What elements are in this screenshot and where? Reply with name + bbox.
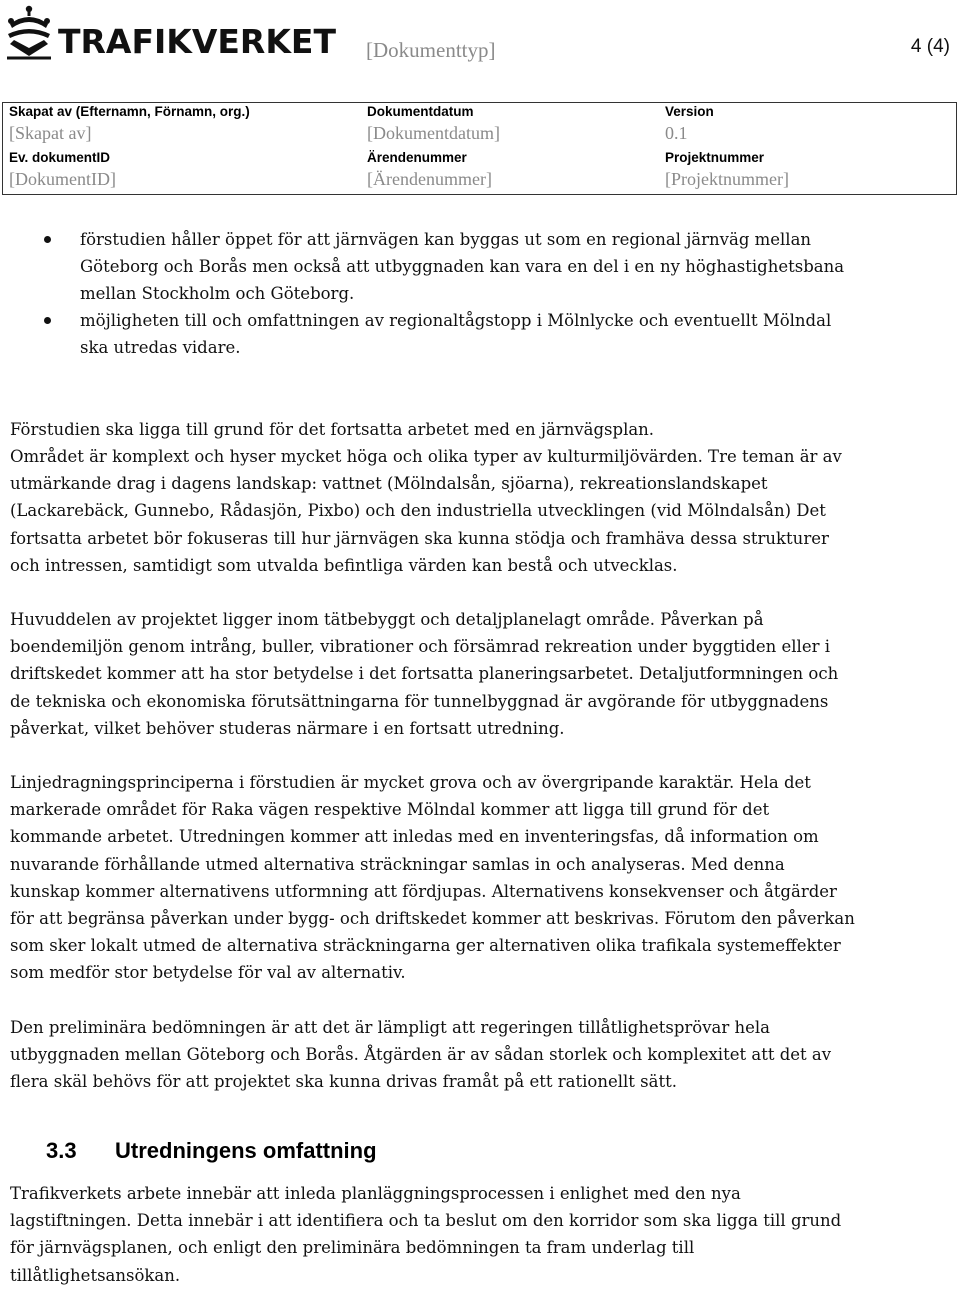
section-title: Utredningens omfattning: [115, 1138, 377, 1163]
list-item-text: förstudien håller öppet för att järnvägen kan byggas ut som en regional järnväg mellan Göteborg och Borås men också att utbyggnaden kan vara en del i en ny höghastighetsbana mellan Stockholm och Göteborg.: [80, 230, 845, 303]
meta-cell-document-date: [367, 104, 500, 144]
meta-cell-document-id: [9, 150, 116, 190]
meta-label: Ev. dokumentID: [9, 150, 111, 165]
meta-cell-project-number: [665, 150, 789, 190]
paragraph: Huvuddelen av projektet ligger inom tätbebyggt och detaljplanelagt område. Påverkan på boendemiljön genom intrång, buller, vibrationer och försämrad rekreation under byggtiden eller i driftskedet kommer att ha stor betydelse i det fortsatta planeringsarbetet. Detaljutformningen och de tekniska och ekonomiska förutsättningarna för tunnelbyggnad är avgörande för utbyggnadens påverkat, vilket behöver studeras närmare i en fortsatt utredning.: [10, 610, 839, 738]
paragraph: Den preliminära bedömningen är att det är lämpligt att regeringen tillåtlighetsprövar hela utbyggnaden mellan Göteborg och Borås. Åtgärden är av sådan storlek och komplexitet att det av flera skäl behövs för att projektet ska kunna drivas framåt på ett rationellt sätt.: [10, 1018, 832, 1092]
list-item: [0, 226, 850, 307]
section-paragraph: Trafikverkets arbete innebär att inleda planläggningsprocessen i enlighet med den nya lagstiftningen. Detta innebär i att identifiera och ta beslut om den korridor som ska ligga till grund för järnvägsplanen, och enligt den preliminära bedömningen ta fram underlag till tillåtlighetsansökan.: [10, 1184, 842, 1285]
meta-value: [Projektnummer]: [665, 169, 789, 189]
logo-text: TRAFIKVERKET: [58, 21, 336, 61]
meta-value: [Ärendenummer]: [367, 169, 492, 189]
meta-cell-created-by: [9, 104, 250, 144]
trafikverket-logo: [4, 4, 336, 60]
paragraph: Området är komplext och hyser mycket höga och olika typer av kulturmiljövärden. Tre teman är av utmärkande drag i dagens landskap: vattnet (Mölndalsån, sjöarna), rekreationslandskapet (Lackarebäck, Gunnebo, Rådasjön, Pixbo) och den industriella utvecklingen (vid Mölndalsån) Det fortsatta arbetet bör fokuseras till hur järnvägen ska kunna stödja och framhäva dessa strukturer och intressen, samtidigt som utvalda befintliga värden kan bestå och utvecklas.: [10, 447, 842, 575]
meta-label: Version: [665, 104, 714, 119]
list-item: [0, 307, 850, 361]
bullet-icon: [44, 317, 51, 324]
meta-value: 0.1: [665, 123, 688, 143]
meta-cell-case-number: [367, 150, 492, 190]
meta-label: Dokumentdatum: [367, 104, 474, 119]
meta-label: Skapat av (Efternamn, Förnamn, org.): [9, 104, 250, 119]
bullet-list: [0, 226, 960, 361]
list-item-text: möjligheten till och omfattningen av regionaltågstopp i Mölnlycke och eventuellt Mölndal ska utredas vidare.: [80, 311, 832, 357]
page-number: 4 (4): [910, 36, 950, 57]
meta-value: [Skapat av]: [9, 123, 92, 143]
bullet-icon: [44, 236, 51, 243]
meta-label: Projektnummer: [665, 150, 765, 165]
paragraph: Linjedragningsprinciperna i förstudien är mycket grova och av övergripande karaktär. Hela det markerade området för Raka vägen respektive Mölndal kommer att ligga till grund för det kommande arbetet. Utredningen kommer att inledas med en inventeringsfas, då information om nuvarande förhållande utmed alternativa sträckningar samlas in och analyseras. Med denna kunskap kommer alternativens utformning att fördjupas. Alternativens konsekvenser och åtgärder för att begränsa påverkan under bygg- och driftskedet kommer att beskrivas. Förutom den påverkan som sker lokalt utmed de alternativa sträckningarna ger alternativen olika trafikala systemeffekter som medför stor betydelse för val av alternativ.: [10, 773, 855, 983]
crown-icon: [4, 4, 54, 60]
section-heading: [46, 1138, 377, 1164]
meta-cell-version: [665, 104, 714, 144]
section-number: 3.3: [46, 1138, 77, 1163]
metadata-table: [2, 102, 957, 195]
paragraph: Förstudien ska ligga till grund för det fortsatta arbetet med en järnvägsplan.: [10, 420, 655, 439]
meta-label: Ärendenummer: [367, 150, 467, 165]
meta-value: [Dokumentdatum]: [367, 123, 500, 143]
document-type: [Dokumenttyp]: [366, 38, 496, 62]
meta-value: [DokumentID]: [9, 169, 116, 189]
